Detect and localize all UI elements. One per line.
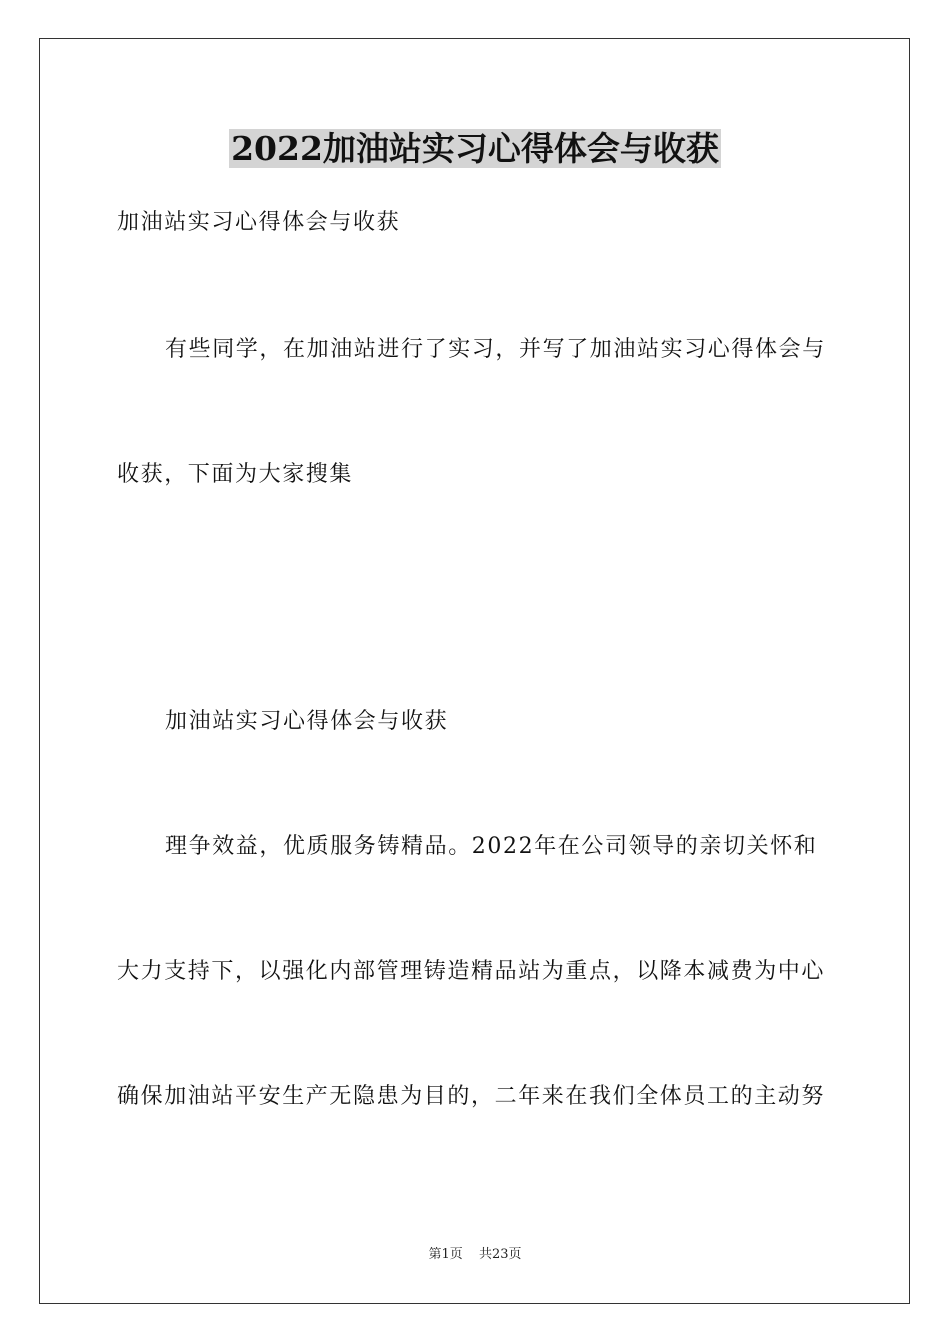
body-line-subtitle: 加油站实习心得体会与收获 xyxy=(117,210,401,235)
body-line-4: 大力支持下，以强化内部管理铸造精品站为重点，以降本减费为中心 xyxy=(117,959,826,984)
body-line-section-heading: 加油站实习心得体会与收获 xyxy=(165,709,449,734)
document-title-text: 2022加油站实习心得体会与收获 xyxy=(231,129,719,168)
body-line-1: 有些同学，在加油站进行了实习，并写了加油站实习心得体会与 xyxy=(165,337,826,362)
document-title xyxy=(0,126,950,172)
page-footer xyxy=(0,1246,950,1264)
body-line-5: 确保加油站平安生产无隐患为目的，二年来在我们全体员工的主动努 xyxy=(117,1084,826,1109)
page-total: 共23页 xyxy=(478,1247,522,1262)
page-number: 第1页 xyxy=(428,1247,463,1262)
body-line-3: 理争效益，优质服务铸精品。2022年在公司领导的亲切关怀和 xyxy=(165,834,818,859)
body-line-2: 收获，下面为大家搜集 xyxy=(117,462,354,487)
